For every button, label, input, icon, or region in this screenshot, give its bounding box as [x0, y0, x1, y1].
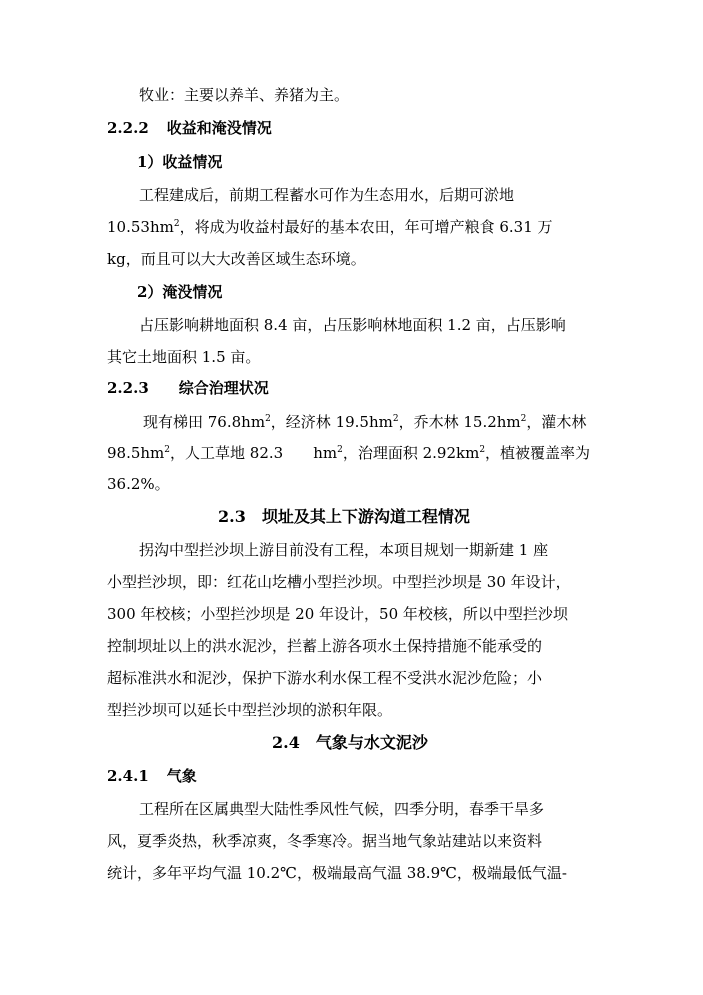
paragraph-line: kg，而且可以大大改善区域生态环境。	[107, 250, 366, 268]
paragraph-line	[107, 217, 553, 237]
paragraph-line: 工程建成后，前期工程蓄水可作为生态用水，后期可淤地	[139, 186, 515, 204]
section-number: 2.4	[272, 733, 300, 752]
section-heading-2-2-2	[107, 118, 272, 138]
superscript: 2	[520, 414, 527, 424]
section-number: 2.2.3	[107, 379, 149, 397]
section-title: 气象与水文泥沙	[315, 733, 428, 752]
paragraph-line: 控制坝址以上的洪水泥沙，拦蓄上游各项水土保持措施不能承受的	[107, 637, 543, 655]
section-number: 2.2.2	[107, 119, 149, 137]
paragraph-line	[143, 412, 586, 432]
section-number: 2.4.1	[107, 767, 149, 785]
paragraph-line: 小型拦沙坝，即：红花山圪槽小型拦沙坝。中型拦沙坝是 30 年设计，	[107, 573, 571, 591]
superscript: 2	[337, 445, 343, 455]
text-run: ，乔木林 15.2hm	[398, 413, 521, 431]
paragraph-line: 拐沟中型拦沙坝上游目前没有工程，本项目规划一期新建 1 座	[139, 541, 549, 559]
text-run: 10.53hm	[107, 218, 174, 236]
text-run: 现有梯田 76.8hm	[143, 413, 266, 431]
section-heading-2-4	[272, 733, 428, 753]
paragraph-line: 统计，多年平均气温 10.2℃，极端最高气温 38.9℃，极端最低气温-	[107, 864, 567, 882]
paragraph-line: 300 年校核；小型拦沙坝是 20 年设计，50 年校核，所以中型拦沙坝	[107, 605, 568, 623]
text-run: hm	[313, 444, 338, 462]
paragraph-line	[107, 443, 590, 463]
section-title: 收益和淹没情况	[166, 119, 272, 137]
text-run: ，人工草地 82.3	[170, 444, 284, 462]
superscript: 2	[479, 445, 486, 455]
paragraph-line: 风，夏季炎热，秋季凉爽，冬季寒冷。据当地气象站建站以来资料	[107, 832, 543, 850]
text-run: ，将成为收益村最好的基本农田，年可增产粮食 6.31 万	[179, 218, 553, 236]
text-run: ，植被覆盖率为	[485, 444, 591, 462]
subsection-heading-submersion: 2）淹没情况	[137, 283, 223, 301]
paragraph-line: 超标准洪水和泥沙，保护下游水利水保工程不受洪水泥沙危险；小	[107, 669, 543, 687]
superscript: 2	[392, 414, 399, 424]
section-title: 综合治理状况	[178, 379, 269, 397]
superscript: 2	[173, 219, 180, 229]
text-run: ，治理面积 2.92km	[342, 444, 480, 462]
paragraph-line: 工程所在区属典型大陆性季风性气候，四季分明，春季干旱多	[139, 800, 545, 818]
section-number: 2.3	[218, 507, 246, 526]
section-heading-2-4-1	[107, 766, 197, 786]
superscript: 2	[164, 445, 171, 455]
text-run: ，灌木林	[526, 413, 587, 431]
section-title: 坝址及其上下游沟道工程情况	[261, 507, 470, 526]
subsection-heading-income: 1）收益情况	[137, 153, 223, 171]
section-title: 气象	[166, 767, 197, 785]
superscript: 2	[265, 414, 271, 424]
paragraph-line: 其它土地面积 1.5 亩。	[107, 348, 261, 366]
text-run: ，经济林 19.5hm	[270, 413, 393, 431]
text-run: 98.5hm	[107, 444, 165, 462]
paragraph-line: 牧业：主要以养羊、养猪为主。	[139, 86, 350, 104]
paragraph-line: 占压影响耕地面积 8.4 亩，占压影响林地面积 1.2 亩，占压影响	[139, 316, 566, 334]
section-heading-2-3	[218, 507, 470, 527]
paragraph-line: 型拦沙坝可以延长中型拦沙坝的淤积年限。	[107, 701, 393, 719]
paragraph-line: 36.2%。	[107, 475, 170, 493]
section-heading-2-2-3	[107, 378, 269, 398]
